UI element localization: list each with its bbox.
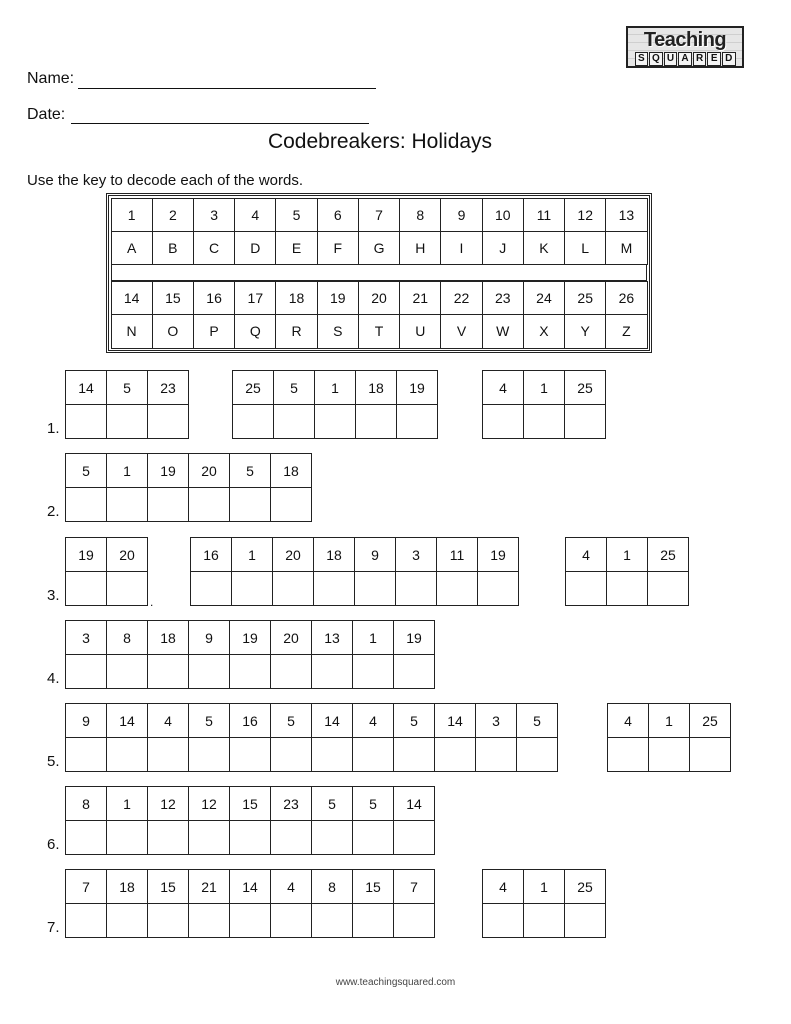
answer-letter-box[interactable] [311, 903, 353, 938]
answer-letter-box[interactable] [482, 903, 524, 938]
code-number-cell: 1 [523, 869, 565, 904]
answer-letter-box[interactable] [393, 903, 435, 938]
answer-letter-box[interactable] [65, 571, 107, 606]
stray-period: . [150, 595, 154, 609]
answer-letter-box[interactable] [65, 903, 107, 938]
date-field[interactable] [71, 123, 369, 124]
code-number-cell: 12 [188, 786, 230, 821]
code-number-cell: 11 [436, 537, 478, 572]
answer-letter-box[interactable] [396, 404, 438, 439]
answer-letter-box[interactable] [564, 404, 606, 439]
code-number-cell: 5 [311, 786, 353, 821]
logo-letter-tiles [634, 52, 736, 66]
key-cell: V [440, 314, 482, 348]
key-cell: U [399, 314, 441, 348]
cipher-key-table [106, 193, 652, 353]
answer-letter-box[interactable] [393, 737, 435, 772]
answer-letter-box[interactable] [314, 404, 356, 439]
key-row-numbers-2 [111, 281, 647, 314]
key-cell: G [358, 231, 400, 265]
key-cell: Y [564, 314, 606, 348]
key-cell: 7 [358, 198, 400, 232]
code-number-cell: 15 [147, 869, 189, 904]
code-number-cell: 9 [354, 537, 396, 572]
logo-tile: E [707, 52, 721, 66]
answer-letter-box[interactable] [352, 820, 394, 855]
key-cell: N [111, 314, 153, 348]
answer-letter-box[interactable] [523, 404, 565, 439]
key-cell: 12 [564, 198, 606, 232]
code-number-cell: 5 [273, 370, 315, 405]
key-cell: X [523, 314, 565, 348]
code-number-cell: 1 [231, 537, 273, 572]
code-number-cell: 19 [393, 620, 435, 655]
logo-wordmark: Teaching [643, 29, 727, 51]
answer-letter-box[interactable] [352, 737, 394, 772]
code-number-cell: 19 [65, 537, 107, 572]
logo-tile: A [678, 52, 692, 66]
code-number-cell: 4 [565, 537, 607, 572]
key-cell: K [523, 231, 565, 265]
code-number-cell: 25 [689, 703, 731, 738]
key-cell: 9 [440, 198, 482, 232]
code-number-cell: 18 [270, 453, 312, 488]
code-number-cell: 8 [311, 869, 353, 904]
code-number-cell: 5 [270, 703, 312, 738]
answer-letter-box[interactable] [311, 820, 353, 855]
answer-letter-box[interactable] [395, 571, 437, 606]
key-cell: 8 [399, 198, 441, 232]
answer-letter-box[interactable] [270, 903, 312, 938]
answer-letter-box[interactable] [106, 820, 148, 855]
answer-letter-box[interactable] [689, 737, 731, 772]
answer-letter-box[interactable] [523, 903, 565, 938]
answer-letter-box[interactable] [188, 487, 230, 522]
key-cell: P [193, 314, 235, 348]
key-cell: 1 [111, 198, 153, 232]
code-word [565, 537, 688, 605]
answer-letter-box[interactable] [516, 737, 558, 772]
answer-letter-box[interactable] [231, 571, 273, 606]
answer-letter-box[interactable] [270, 487, 312, 522]
code-word [482, 869, 605, 937]
key-cell: 21 [399, 281, 441, 315]
code-number-cell: 20 [270, 620, 312, 655]
key-cell: M [605, 231, 647, 265]
code-word [65, 620, 434, 688]
code-number-cell: 1 [352, 620, 394, 655]
key-cell: 2 [152, 198, 194, 232]
answer-letter-box[interactable] [607, 737, 649, 772]
key-row-numbers-1 [111, 198, 647, 231]
key-cell: 17 [234, 281, 276, 315]
key-cell: 15 [152, 281, 194, 315]
answer-letter-box[interactable] [565, 571, 607, 606]
code-number-cell: 25 [564, 370, 606, 405]
key-cell: R [275, 314, 317, 348]
key-cell: O [152, 314, 194, 348]
answer-letter-box[interactable] [190, 571, 232, 606]
code-number-cell: 13 [311, 620, 353, 655]
answer-letter-box[interactable] [475, 737, 517, 772]
code-number-cell: 19 [147, 453, 189, 488]
code-number-cell: 5 [352, 786, 394, 821]
code-number-cell: 15 [229, 786, 271, 821]
code-number-cell: 5 [106, 370, 148, 405]
code-word [65, 370, 188, 438]
key-cell: C [193, 231, 235, 265]
answer-letter-box[interactable] [65, 737, 107, 772]
code-number-cell: 25 [564, 869, 606, 904]
code-number-cell: 16 [229, 703, 271, 738]
answer-letter-box[interactable] [232, 404, 274, 439]
key-row-spacer [111, 265, 647, 282]
page-title: Codebreakers: Holidays [267, 130, 493, 153]
logo-tile: D [722, 52, 736, 66]
code-number-cell: 3 [65, 620, 107, 655]
answer-letter-box[interactable] [477, 571, 519, 606]
key-cell: 3 [193, 198, 235, 232]
answer-letter-box[interactable] [564, 903, 606, 938]
key-cell: Z [605, 314, 647, 348]
key-cell: J [482, 231, 524, 265]
code-number-cell: 19 [229, 620, 271, 655]
code-number-cell: 19 [396, 370, 438, 405]
question-number: 3. [47, 587, 60, 604]
code-number-cell: 14 [229, 869, 271, 904]
answer-letter-box[interactable] [65, 820, 107, 855]
code-number-cell: 14 [434, 703, 476, 738]
key-cell: W [482, 314, 524, 348]
code-word [65, 453, 311, 521]
answer-letter-box[interactable] [393, 654, 435, 689]
key-cell: 22 [440, 281, 482, 315]
key-cell: 25 [564, 281, 606, 315]
answer-letter-box[interactable] [229, 487, 271, 522]
code-number-cell: 14 [106, 703, 148, 738]
logo-tile: S [635, 52, 649, 66]
key-cell: 5 [275, 198, 317, 232]
answer-letter-box[interactable] [65, 404, 107, 439]
answer-letter-box[interactable] [147, 654, 189, 689]
code-number-cell: 14 [393, 786, 435, 821]
code-number-cell: 5 [188, 703, 230, 738]
answer-letter-box[interactable] [106, 404, 148, 439]
answer-letter-box[interactable] [606, 571, 648, 606]
answer-letter-box[interactable] [147, 820, 189, 855]
answer-letter-box[interactable] [106, 487, 148, 522]
code-number-cell: 14 [65, 370, 107, 405]
question-number: 5. [47, 753, 60, 770]
answer-letter-box[interactable] [188, 903, 230, 938]
answer-letter-box[interactable] [188, 737, 230, 772]
key-cell: D [234, 231, 276, 265]
code-number-cell: 5 [229, 453, 271, 488]
code-number-cell: 4 [607, 703, 649, 738]
answer-letter-box[interactable] [352, 654, 394, 689]
code-number-cell: 4 [352, 703, 394, 738]
code-word [65, 869, 434, 937]
key-cell: T [358, 314, 400, 348]
name-label: Name: [27, 70, 75, 87]
logo-tile: U [664, 52, 678, 66]
answer-letter-box[interactable] [311, 654, 353, 689]
key-cell: 13 [605, 198, 647, 232]
key-cell: 6 [317, 198, 359, 232]
answer-letter-box[interactable] [188, 820, 230, 855]
footer-url: www.teachingsquared.com [335, 977, 456, 988]
code-number-cell: 16 [190, 537, 232, 572]
code-number-cell: 18 [355, 370, 397, 405]
date-label: Date: [27, 106, 66, 123]
key-cell: F [317, 231, 359, 265]
answer-letter-box[interactable] [270, 654, 312, 689]
key-cell: 20 [358, 281, 400, 315]
code-number-cell: 1 [106, 786, 148, 821]
answer-letter-box[interactable] [147, 404, 189, 439]
code-number-cell: 20 [106, 537, 148, 572]
key-cell: H [399, 231, 441, 265]
question-number: 4. [47, 670, 60, 687]
code-number-cell: 7 [393, 869, 435, 904]
code-word [65, 786, 434, 854]
code-word [607, 703, 730, 771]
key-cell: 19 [317, 281, 359, 315]
answer-letter-box[interactable] [352, 903, 394, 938]
answer-letter-box[interactable] [229, 654, 271, 689]
code-number-cell: 25 [232, 370, 274, 405]
code-number-cell: 23 [147, 370, 189, 405]
answer-letter-box[interactable] [434, 737, 476, 772]
key-cell: 26 [605, 281, 647, 315]
answer-letter-box[interactable] [354, 571, 396, 606]
code-word [482, 370, 605, 438]
code-number-cell: 15 [352, 869, 394, 904]
answer-letter-box[interactable] [393, 820, 435, 855]
code-number-cell: 9 [65, 703, 107, 738]
code-number-cell: 4 [482, 869, 524, 904]
question-number: 6. [47, 836, 60, 853]
code-number-cell: 8 [106, 620, 148, 655]
answer-letter-box[interactable] [273, 404, 315, 439]
code-word [65, 537, 147, 605]
code-number-cell: 19 [477, 537, 519, 572]
key-cell: 4 [234, 198, 276, 232]
code-number-cell: 14 [311, 703, 353, 738]
key-cell: 10 [482, 198, 524, 232]
code-number-cell: 8 [65, 786, 107, 821]
answer-letter-box[interactable] [65, 487, 107, 522]
key-cell: E [275, 231, 317, 265]
answer-letter-box[interactable] [229, 820, 271, 855]
answer-letter-box[interactable] [147, 903, 189, 938]
code-number-cell: 1 [106, 453, 148, 488]
key-cell: 18 [275, 281, 317, 315]
question-number: 1. [47, 420, 60, 437]
key-row-letters-1 [111, 231, 647, 264]
key-cell: L [564, 231, 606, 265]
answer-letter-box[interactable] [311, 737, 353, 772]
code-number-cell: 4 [482, 370, 524, 405]
code-number-cell: 18 [106, 869, 148, 904]
answer-letter-box[interactable] [313, 571, 355, 606]
code-number-cell: 4 [147, 703, 189, 738]
answer-letter-box[interactable] [355, 404, 397, 439]
logo-tile: Q [649, 52, 663, 66]
code-number-cell: 5 [393, 703, 435, 738]
answer-letter-box[interactable] [65, 654, 107, 689]
code-number-cell: 3 [475, 703, 517, 738]
key-cell: 11 [523, 198, 565, 232]
key-row-letters-2 [111, 315, 647, 348]
key-cell: 23 [482, 281, 524, 315]
code-number-cell: 1 [314, 370, 356, 405]
code-number-cell: 1 [648, 703, 690, 738]
answer-letter-box[interactable] [647, 571, 689, 606]
code-number-cell: 18 [313, 537, 355, 572]
code-number-cell: 12 [147, 786, 189, 821]
code-word [190, 537, 518, 605]
code-number-cell: 5 [65, 453, 107, 488]
answer-letter-box[interactable] [272, 571, 314, 606]
key-cell: Q [234, 314, 276, 348]
question-number: 7. [47, 919, 60, 936]
name-field[interactable] [78, 88, 376, 89]
code-number-cell: 3 [395, 537, 437, 572]
key-cell: B [152, 231, 194, 265]
code-number-cell: 7 [65, 869, 107, 904]
answer-letter-box[interactable] [106, 654, 148, 689]
question-number: 2. [47, 503, 60, 520]
code-number-cell: 25 [647, 537, 689, 572]
key-cell: S [317, 314, 359, 348]
key-cell: 14 [111, 281, 153, 315]
answer-letter-box[interactable] [106, 571, 148, 606]
answer-letter-box[interactable] [106, 737, 148, 772]
answer-letter-box[interactable] [436, 571, 478, 606]
code-number-cell: 1 [523, 370, 565, 405]
code-number-cell: 5 [516, 703, 558, 738]
code-number-cell: 4 [270, 869, 312, 904]
answer-letter-box[interactable] [147, 487, 189, 522]
code-number-cell: 20 [188, 453, 230, 488]
answer-letter-box[interactable] [648, 737, 690, 772]
code-number-cell: 20 [272, 537, 314, 572]
answer-letter-box[interactable] [229, 903, 271, 938]
code-number-cell: 9 [188, 620, 230, 655]
instructions: Use the key to decode each of the words. [27, 172, 303, 189]
code-number-cell: 23 [270, 786, 312, 821]
answer-letter-box[interactable] [270, 737, 312, 772]
code-word [232, 370, 437, 438]
code-number-cell: 21 [188, 869, 230, 904]
key-cell: I [440, 231, 482, 265]
key-cell: A [111, 231, 153, 265]
answer-letter-box[interactable] [188, 654, 230, 689]
answer-letter-box[interactable] [147, 737, 189, 772]
key-cell: 16 [193, 281, 235, 315]
answer-letter-box[interactable] [482, 404, 524, 439]
code-number-cell: 1 [606, 537, 648, 572]
key-cell: 24 [523, 281, 565, 315]
code-number-cell: 18 [147, 620, 189, 655]
logo-tile: R [693, 52, 707, 66]
code-word [65, 703, 557, 771]
answer-letter-box[interactable] [270, 820, 312, 855]
answer-letter-box[interactable] [229, 737, 271, 772]
answer-letter-box[interactable] [106, 903, 148, 938]
teaching-squared-logo [626, 26, 744, 68]
